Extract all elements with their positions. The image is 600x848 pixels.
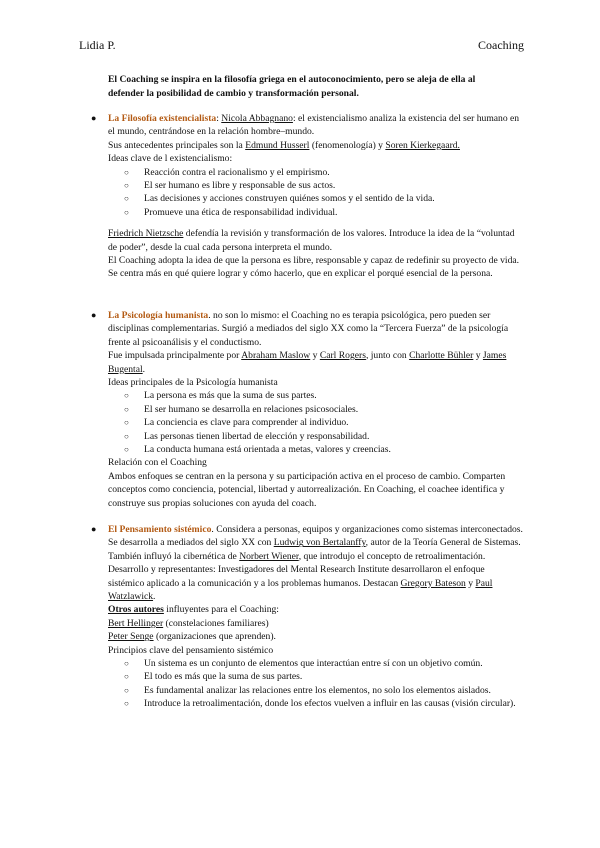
principles-list bbox=[108, 657, 523, 711]
text: . bbox=[153, 591, 156, 603]
list-item: ○ La persona es más que la suma de sus partes. bbox=[108, 389, 523, 402]
principles-label: Principios clave del pensamiento sistémico bbox=[108, 644, 274, 656]
list-item: ○ El ser humano es libre y responsable de sus actos. bbox=[108, 179, 523, 192]
section-systemic-thinking bbox=[91, 523, 523, 711]
list-item: ○ Introduce la retroalimentación, donde los efectos vuelven a influir en las causas (visión circular). bbox=[108, 697, 523, 710]
author-link: Ludwig von Bertalanffy bbox=[273, 537, 366, 549]
section-2-ideas-list bbox=[108, 389, 523, 456]
author-link: Edmund Husserl bbox=[245, 139, 310, 151]
text: : el existencialismo analiza la existencia del ser humano en el mundo, centrándose en la relación hombre–mundo. bbox=[108, 113, 520, 138]
author-link: Bert Hellinger bbox=[108, 617, 164, 629]
section-1-intro bbox=[108, 112, 523, 139]
section-3-development bbox=[108, 563, 523, 603]
author-link: Peter Senge bbox=[108, 631, 154, 643]
text: (fenomenología) y bbox=[309, 139, 386, 151]
text: . bbox=[142, 363, 146, 375]
other-authors-label bbox=[108, 603, 523, 616]
other-author-1 bbox=[108, 617, 523, 630]
list-item: ○ Las personas tienen libertad de elección y responsabilidad. bbox=[108, 430, 523, 443]
text: (organizaciones que aprenden). bbox=[153, 631, 276, 643]
author-link: Norbert Wiener bbox=[239, 550, 299, 562]
bullet-icon: ● bbox=[91, 524, 97, 534]
author-link: Soren Kierkegaard. bbox=[385, 139, 460, 151]
list-item: ○ Es fundamental analizar las relaciones entre los elementos, no solo los elementos aislados. bbox=[108, 684, 523, 697]
page-header bbox=[79, 38, 524, 53]
author-link: Charlotte Bühler bbox=[409, 350, 474, 362]
text: Sus antecedentes principales son la bbox=[108, 139, 246, 151]
author-link: James Bugental bbox=[108, 350, 507, 375]
text: Desarrollo y representantes: Investigadores del Mental Research Institute desarrollaron el enfoque sistémico aplicado a la comunicación y a los problemas humanos. Destacan bbox=[108, 564, 485, 589]
text: Otros autores bbox=[108, 604, 164, 616]
bullet-icon: ● bbox=[91, 113, 97, 123]
text: , que introdujo el concepto de retroalimentación. bbox=[298, 550, 486, 562]
coaching-paragraph: El Coaching adopta la idea de que la persona es libre, responsable y capaz de redefinir su proyecto de vida. Se centra más en qué quiere lograr y cómo hacerlo, que en explicar el porqué esencial de la persona. bbox=[108, 255, 520, 280]
nietzsche-paragraph bbox=[108, 227, 523, 254]
section-3-title: El Pensamiento sistémico bbox=[108, 524, 212, 535]
list-item: ○ La conciencia es clave para comprender al individuo. bbox=[108, 416, 523, 429]
section-2-ideas-label: Ideas principales de la Psicología humanista bbox=[108, 377, 278, 389]
list-item: ○ El ser humano se desarrolla en relaciones psicosociales. bbox=[108, 403, 523, 416]
list-item: ○ Reacción contra el racionalismo y el empirismo. bbox=[108, 166, 523, 179]
text: (constelaciones familiares) bbox=[163, 617, 269, 629]
section-existentialism bbox=[91, 112, 523, 281]
section-3-intro bbox=[108, 523, 523, 563]
section-1-title: La Filosofía existencialista bbox=[108, 113, 217, 124]
text: , junto con bbox=[365, 350, 410, 362]
section-2-intro bbox=[108, 309, 523, 349]
relation-label: Relación con el Coaching bbox=[108, 457, 207, 469]
text: , autor de la Teoría General de Sistemas. También influyó la cibernética de bbox=[108, 537, 521, 562]
text: . no son lo mismo: el Coaching no es terapia psicológica, pero pueden ser disciplinas complementarias. Surgió a mediados del siglo XX como la “Tercera Fuerza” de la psicología frente al psicoanálisis y el conductismo. bbox=[108, 310, 509, 348]
author-link: Paul Watzlawick bbox=[108, 577, 493, 603]
author-name: Lidia P. bbox=[79, 38, 116, 52]
intro-paragraph: El Coaching se inspira en la filosofía griega en el autoconocimiento, pero se aleja de ella al defender la posibilidad de cambio y transformación personal. bbox=[108, 74, 476, 99]
author-link: Gregory Bateson bbox=[400, 577, 466, 589]
bullet-icon: ● bbox=[91, 310, 97, 320]
section-2-authors bbox=[108, 349, 523, 376]
text: . Considera a personas, equipos y organizaciones como sistemas interconectados. Se desarrolla a mediados del siglo XX con bbox=[108, 524, 523, 549]
text: : bbox=[216, 113, 222, 124]
text: y bbox=[473, 350, 483, 362]
list-item: ○ La conducta humana está orientada a metas, valores y creencias. bbox=[108, 443, 523, 456]
section-1-ideas-label: Ideas clave de l existencialismo: bbox=[108, 153, 233, 165]
text: y bbox=[465, 577, 476, 589]
text: influyentes para el Coaching: bbox=[163, 604, 279, 616]
author-link: Friedrich Nietzsche bbox=[108, 228, 184, 240]
document-topic: Coaching bbox=[478, 38, 524, 52]
section-1-antecedents bbox=[108, 139, 523, 152]
text: Fue impulsada principalmente por bbox=[108, 350, 242, 362]
relation-paragraph: Ambos enfoques se centran en la persona y su participación activa en el proceso de cambio. Comparten conceptos como conciencia, potencial, libertad y autorrealización. En Coaching, el coachee identifica y construye sus propias soluciones con ayuda del coach. bbox=[108, 470, 506, 509]
section-2-title: La Psicología humanista bbox=[108, 310, 209, 321]
author-link: Abraham Maslow bbox=[241, 350, 311, 362]
list-item: ○ Las decisiones y acciones construyen quiénes somos y el sentido de la vida. bbox=[108, 192, 523, 205]
list-item: ○ El todo es más que la suma de sus partes. bbox=[108, 670, 523, 683]
other-author-2 bbox=[108, 630, 523, 643]
list-item: ○ Promueve una ética de responsabilidad individual. bbox=[108, 206, 523, 219]
section-1-ideas-list bbox=[108, 166, 523, 220]
text: y bbox=[310, 350, 320, 362]
author-link: Nicola Abbagnano bbox=[221, 113, 293, 124]
text: defendía la revisión y transformación de los valores. Introduce la idea de la “voluntad de poder”, desde la cual cada persona interpreta el mundo. bbox=[108, 228, 515, 253]
list-item: ○ Un sistema es un conjunto de elementos que interactúan entre sí con un objetivo común. bbox=[108, 657, 523, 670]
author-link: Carl Rogers bbox=[319, 350, 366, 362]
section-humanistic-psychology bbox=[91, 309, 523, 510]
